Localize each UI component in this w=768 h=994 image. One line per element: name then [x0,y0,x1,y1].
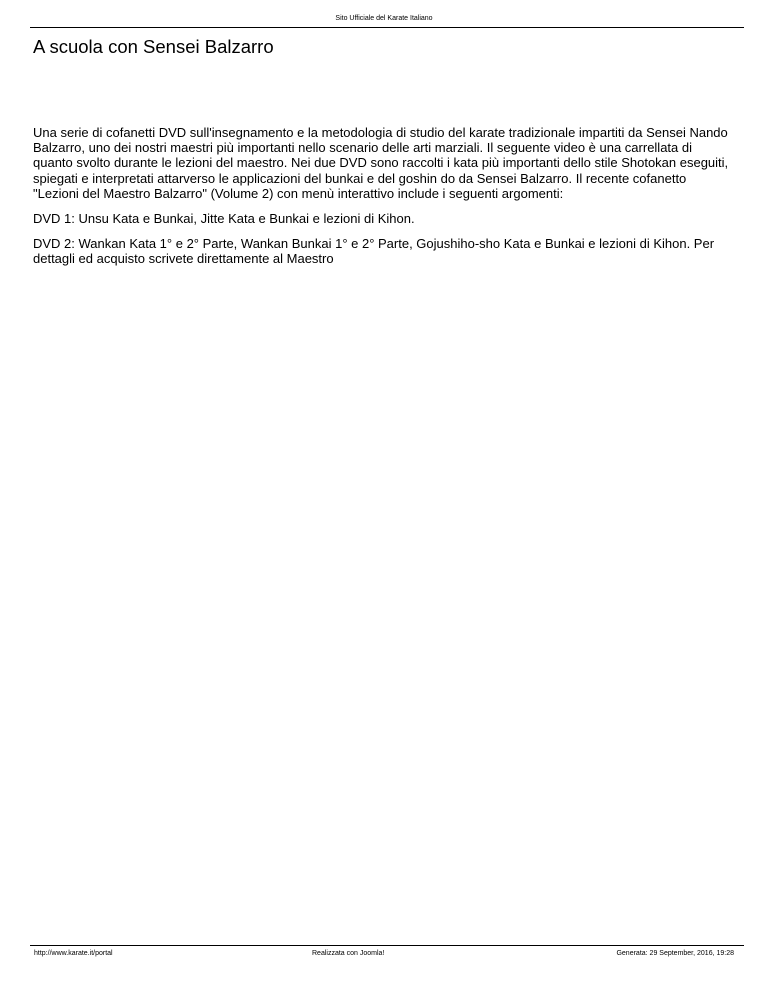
article-paragraph-intro: Una serie di cofanetti DVD sull'insegnamento e la metodologia di studio del karate tradizionale impartiti da Sensei Nando Balzarro, uno dei nostri maestri più importanti nello scenario delle arti marziali. Il seguente video è una carrellata di quanto svolto durante le lezioni del maestro. Nei due DVD sono raccolti i kata più importanti dello stile Shotokan eseguiti, spiegati e interpretati attarverso le applicazioni del bunkai e del goshin do da Sensei Balzarro. Il recente cofanetto "Lezioni del Maestro Balzarro" (Volume 2) con menù interattivo include i seguenti argomenti: [33,125,729,201]
article-paragraph-dvd2: DVD 2: Wankan Kata 1° e 2° Parte, Wankan Bunkai 1° e 2° Parte, Gojushiho-sho Kata e Bunkai e lezioni di Kihon. Per dettagli ed acquisto scrivete direttamente al Maestro [33,236,715,267]
footer-generated-date: Generata: 29 September, 2016, 19:28 [616,950,734,957]
article-paragraph-dvd1: DVD 1: Unsu Kata e Bunkai, Jitte Kata e Bunkai e lezioni di Kihon. [33,211,415,227]
footer-made-with: Realizzata con Joomla! [312,950,385,957]
article-body [33,125,733,277]
header-divider [30,27,744,28]
footer [34,949,734,959]
footer-url: http://www.karate.it/portal [34,950,113,957]
footer-divider [30,945,744,946]
page-title: A scuola con Sensei Balzarro [33,36,274,57]
site-header: Sito Ufficiale del Karate Italiano [335,15,433,22]
